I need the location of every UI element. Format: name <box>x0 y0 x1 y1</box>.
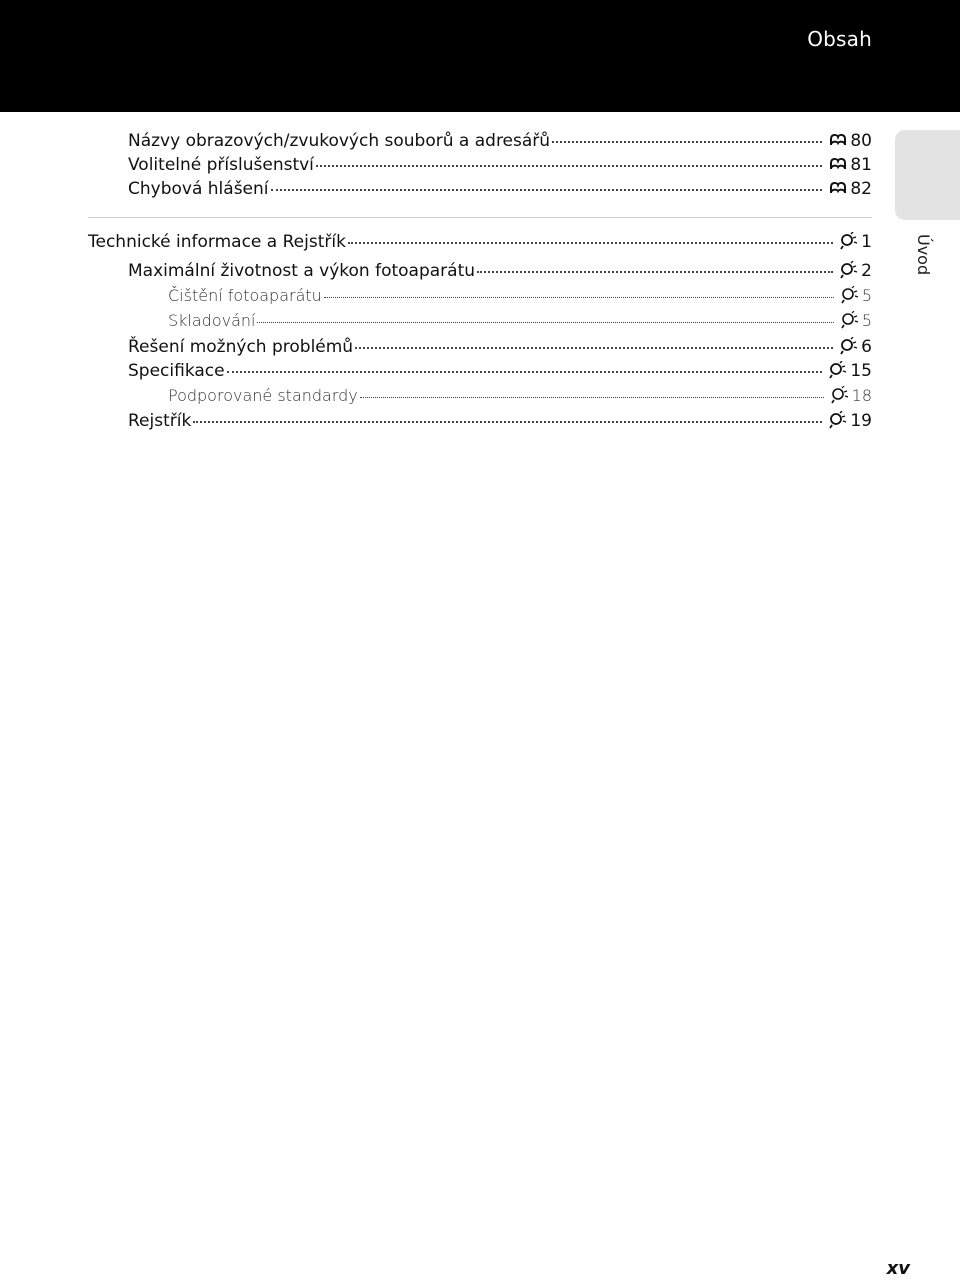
toc-leader-dots <box>355 333 833 349</box>
technical-notes-icon <box>839 337 859 355</box>
toc-entry-title: Skladování <box>168 311 256 330</box>
toc-entry[interactable] <box>128 334 872 358</box>
toc-entry-title: Názvy obrazových/zvukových souborů a adresářů <box>128 131 551 151</box>
reference-section-icon <box>828 131 848 149</box>
toc-entry-title: Volitelné příslušenství <box>128 155 314 175</box>
toc-entry-title: Rejstřík <box>128 411 192 431</box>
toc-entry-page: 82 <box>850 179 872 199</box>
toc-entry[interactable] <box>128 408 872 432</box>
technical-notes-icon <box>840 286 860 304</box>
technical-notes-icon <box>839 232 859 250</box>
toc-entry-title: Podporované standardy <box>168 386 358 405</box>
toc-entry-page: 5 <box>861 286 872 305</box>
toc-entry-page: 81 <box>850 155 872 175</box>
toc-entry-page: 18 <box>851 386 872 405</box>
reference-section-icon <box>828 155 848 173</box>
toc-entry-page: 19 <box>850 411 872 431</box>
toc-entry-title: Maximální životnost a výkon fotoaparátu <box>128 261 476 281</box>
toc-leader-dots <box>316 151 822 167</box>
toc-entry[interactable] <box>128 358 872 382</box>
toc-leader-dots <box>348 228 833 244</box>
toc-entry[interactable] <box>168 308 872 332</box>
technical-notes-icon <box>830 386 850 404</box>
toc-entry[interactable] <box>128 258 872 282</box>
toc-entry-page: 2 <box>861 261 872 281</box>
toc-entry-title: Specifikace <box>128 361 225 381</box>
toc-leader-dots <box>227 357 823 373</box>
toc-leader-dots <box>271 175 823 191</box>
toc-entry-title: Řešení možných problémů <box>128 337 354 357</box>
toc-leader-dots <box>324 283 834 298</box>
toc-entry[interactable] <box>168 283 872 307</box>
toc-entry-title: Chybová hlášení <box>128 179 269 199</box>
header-title: Obsah <box>807 27 872 51</box>
reference-section-icon <box>828 179 848 197</box>
page-number: xv <box>886 1258 910 1279</box>
technical-notes-icon <box>828 411 848 429</box>
toc-leader-dots <box>193 407 822 423</box>
toc-leader-dots <box>360 383 824 398</box>
toc-entry[interactable] <box>128 128 872 152</box>
page-header <box>0 0 960 112</box>
toc-entry-page: 5 <box>861 311 872 330</box>
side-tab-label: Úvod <box>914 234 933 276</box>
technical-notes-icon <box>840 311 860 329</box>
toc-entry-page: 80 <box>850 131 872 151</box>
side-tab[interactable] <box>895 130 960 220</box>
toc-entry[interactable] <box>88 229 872 253</box>
technical-notes-icon <box>839 261 859 279</box>
toc-entry[interactable] <box>128 152 872 176</box>
toc-entry[interactable] <box>128 176 872 200</box>
toc-leader-dots <box>477 257 833 273</box>
toc-entry-title: Čištění fotoaparátu <box>168 286 322 305</box>
toc-entry-page: 1 <box>861 232 872 252</box>
toc-leader-dots <box>257 308 833 323</box>
toc-leader-dots <box>552 127 822 143</box>
section-divider <box>88 217 872 218</box>
toc-entry-page: 15 <box>850 361 872 381</box>
toc-entry[interactable] <box>168 383 872 407</box>
toc-entry-page: 6 <box>861 337 872 357</box>
technical-notes-icon <box>828 361 848 379</box>
toc-entry-title: Technické informace a Rejstřík <box>88 232 346 252</box>
